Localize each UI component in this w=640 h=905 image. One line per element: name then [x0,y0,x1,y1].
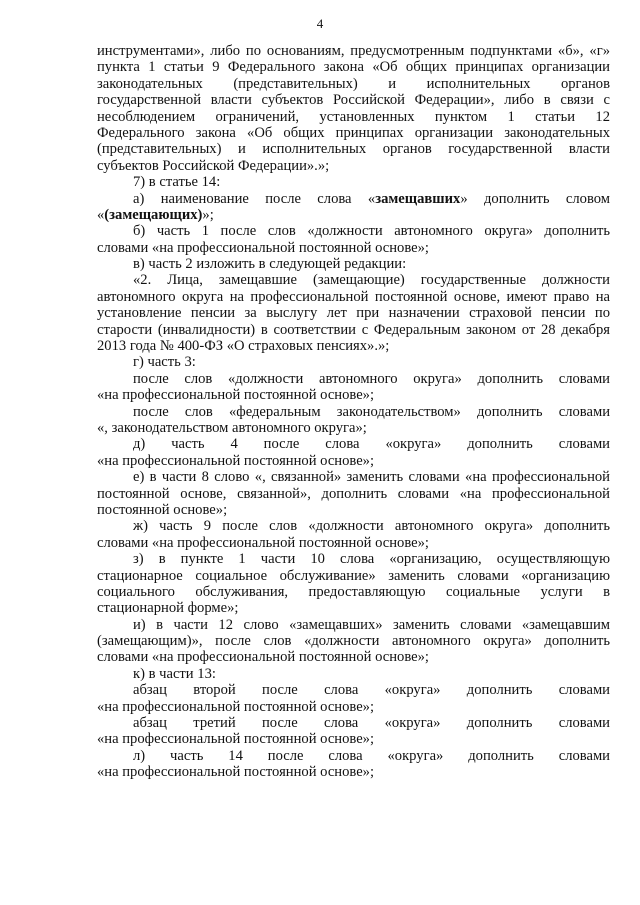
text-line: социального обслуживания, предоставляющую социальные услуги в [97,583,610,600]
text-line: словами «на профессиональной постоянной основе»; [97,239,429,256]
text-line: (представительных) и исполнительных органов государственной власти [97,141,610,158]
text-line: после слов «федеральным законодательством» дополнить словами [133,403,610,420]
text-line: абзац третий после слова «округа» дополнить словами [133,715,610,732]
text-line: несоблюдением ограничений, установленных пунктом 1 статьи 12 [97,108,610,125]
text-line: (замещающим)», после слов «должности автономного округа» дополнить [97,633,610,650]
text-line: д) часть 4 после слова «округа» дополнить словами [133,436,610,453]
text-line: пункта 1 статьи 9 Федерального закона «Об общих принципах организации [97,59,610,76]
text-line: после слов «должности автономного округа» дополнить словами [133,370,610,387]
text-line: «на профессиональной постоянной основе»; [97,698,375,715]
text-line: субъектов Российской Федерации».»; [97,157,330,174]
text-line: к) в части 13: [133,665,216,682]
text-line: «на профессиональной постоянной основе»; [97,387,375,404]
text-line: в) часть 2 изложить в следующей редакции: [133,256,407,273]
text-line: законодательных (представительных) и исполнительных органов [97,75,610,92]
text-line: словами «на профессиональной постоянной основе»; [97,649,429,666]
text-line: установление пенсии за выслугу лет при назначении страховой пенсии по [97,305,610,322]
text-line: абзац второй после слова «округа» дополнить словами [133,682,610,699]
document-body [97,43,610,781]
text-line [97,207,610,223]
page-number: 4 [316,16,324,31]
text-line: инструментами», либо по основаниям, предусмотренным подпунктами «б», «г» [97,43,610,59]
text-line: «на профессиональной постоянной основе»; [97,764,375,781]
text-line: постоянной основе»; [97,501,228,518]
text-line: «2. Лица, замещавшие (замещающие) государственные должности [133,272,610,289]
text-line: 2013 года № 400-ФЗ «О страховых пенсиях».»; [97,338,390,355]
text-line: автономного округа на профессиональной постоянной основе, имеют право на [97,288,610,305]
text-line: ж) часть 9 после слов «должности автономного округа» дополнить [133,518,610,535]
text-line: б) часть 1 после слов «должности автономного округа» дополнить [133,223,610,240]
text-line [97,191,610,207]
text-line: и) в части 12 слово «замещавших» заменить словами «замещавшим [133,616,610,633]
text-line: стационарной форме»; [97,600,239,617]
text-line: старости (инвалидности) в соответствии с Федеральным законом от 28 декабря [97,321,610,338]
line-text: а) наименование после слова « [133,190,376,207]
text-line: «на профессиональной постоянной основе»; [97,452,375,469]
text-line: «на профессиональной постоянной основе»; [97,731,375,748]
text-line: е) в части 8 слово «, связанной» заменить словами «на профессиональной [133,469,610,486]
text-line: стационарное социальное обслуживание» заменить словами «организацию [97,567,610,584]
text-line: л) часть 14 после слова «округа» дополнить словами [133,747,610,764]
text-line: з) в пункте 1 части 10 слова «организацию, осуществляющую [133,551,610,568]
text-line: постоянной основе, связанной», дополнить словами «на профессиональной [97,485,610,502]
text-line: Федерального закона «Об общих принципах организации законодательных [97,124,610,141]
text-line: словами «на профессиональной постоянной основе»; [97,534,429,551]
bold-term: замещавших [375,190,461,207]
line-text: » дополнить словом [460,190,610,207]
line-text: « [97,206,105,223]
text-line: 7) в статье 14: [133,174,221,191]
line-text: »; [202,206,214,223]
text-line: «, законодательством автономного округа»; [97,419,367,436]
bold-term: (замещающих) [104,206,203,223]
text-line: г) часть 3: [133,354,196,371]
text-line: государственной власти субъектов Российской Федерации», либо в связи с [97,92,610,109]
